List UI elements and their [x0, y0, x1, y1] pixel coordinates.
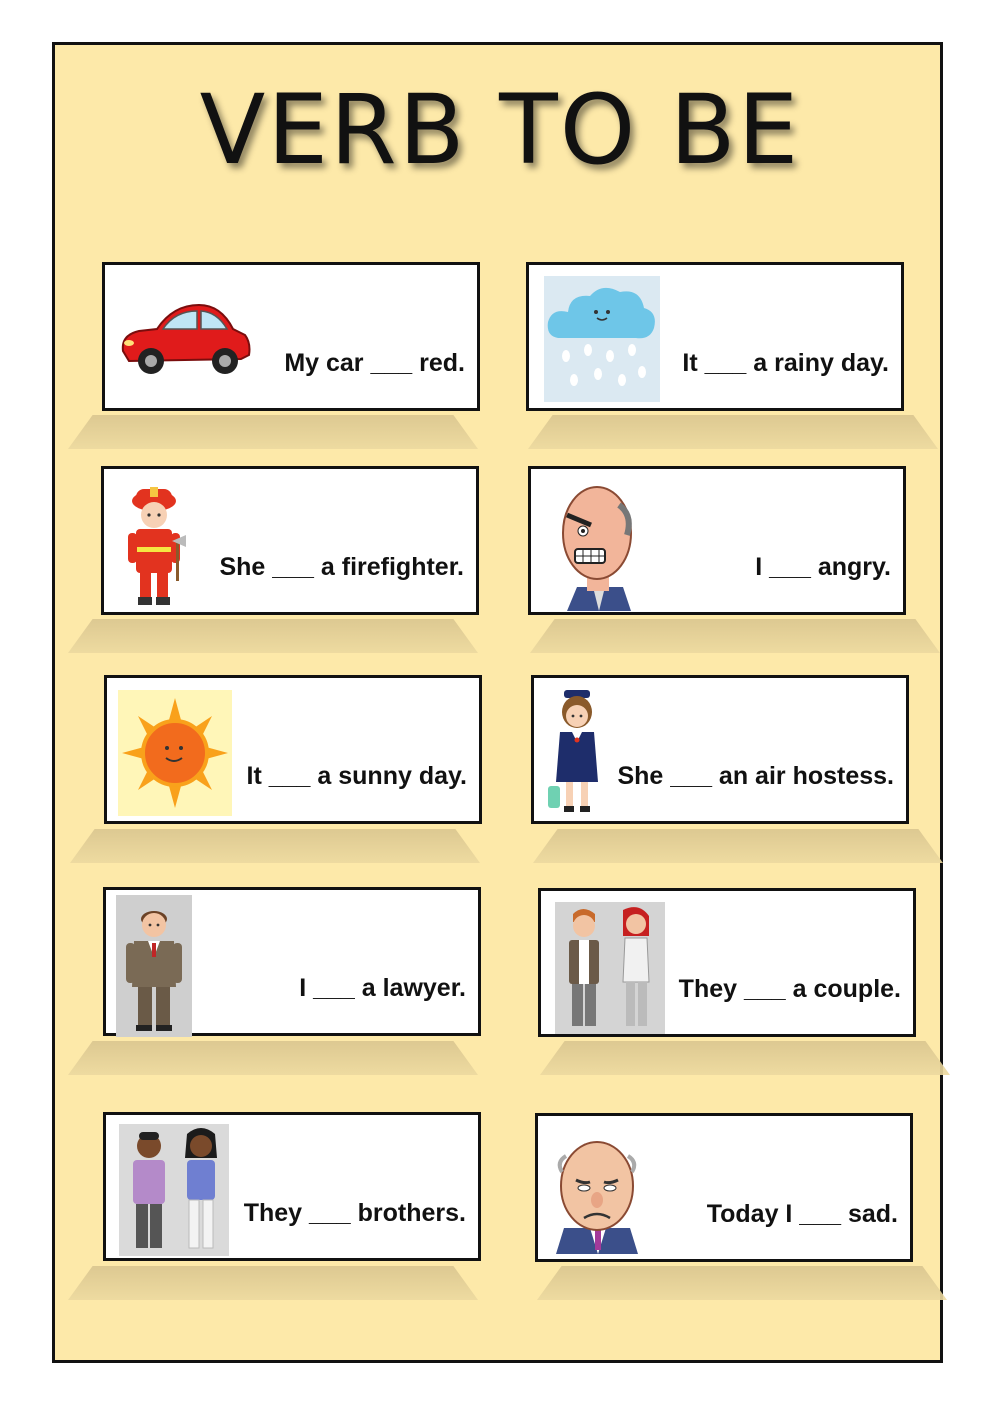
card-shadow — [533, 829, 943, 863]
rain-cloud-icon — [544, 276, 660, 402]
sentence-text: She ___ a firefighter. — [219, 553, 464, 581]
sentence-text: They ___ brothers. — [243, 1199, 466, 1227]
exercise-card — [531, 675, 909, 824]
exercise-card — [102, 262, 480, 411]
exercise-card — [103, 887, 481, 1036]
couple-icon — [555, 902, 665, 1034]
card-shadow — [68, 1266, 478, 1300]
page-title: VERB TO BE — [199, 74, 801, 186]
red-car-icon — [117, 299, 253, 381]
sentence-text: She ___ an air hostess. — [617, 762, 894, 790]
card-shadow — [68, 1041, 478, 1075]
air-hostess-icon — [546, 686, 606, 818]
card-shadow — [530, 619, 940, 653]
exercise-card — [103, 1112, 481, 1261]
angry-man-icon — [547, 475, 637, 611]
sentence-text: I ___ angry. — [755, 553, 891, 581]
exercise-card — [538, 888, 916, 1037]
card-shadow — [528, 415, 938, 449]
exercise-card — [104, 675, 482, 824]
sentence-text: Today I ___ sad. — [706, 1200, 898, 1228]
card-shadow — [68, 619, 478, 653]
sentence-text: My car ___ red. — [284, 349, 465, 377]
sad-man-icon — [552, 1132, 642, 1254]
card-shadow — [68, 415, 478, 449]
card-shadow — [70, 829, 480, 863]
sun-icon — [118, 690, 232, 816]
card-shadow — [537, 1266, 947, 1300]
card-shadow — [540, 1041, 950, 1075]
brothers-icon — [119, 1124, 229, 1256]
exercise-card — [101, 466, 479, 615]
exercise-card — [528, 466, 906, 615]
exercise-card — [526, 262, 904, 411]
firefighter-icon — [114, 475, 194, 611]
sentence-text: It ___ a sunny day. — [246, 762, 467, 790]
sentence-text: They ___ a couple. — [678, 975, 901, 1003]
sentence-text: I ___ a lawyer. — [299, 974, 466, 1002]
sentence-text: It ___ a rainy day. — [682, 349, 889, 377]
exercise-card — [535, 1113, 913, 1262]
lawyer-icon — [116, 895, 192, 1037]
